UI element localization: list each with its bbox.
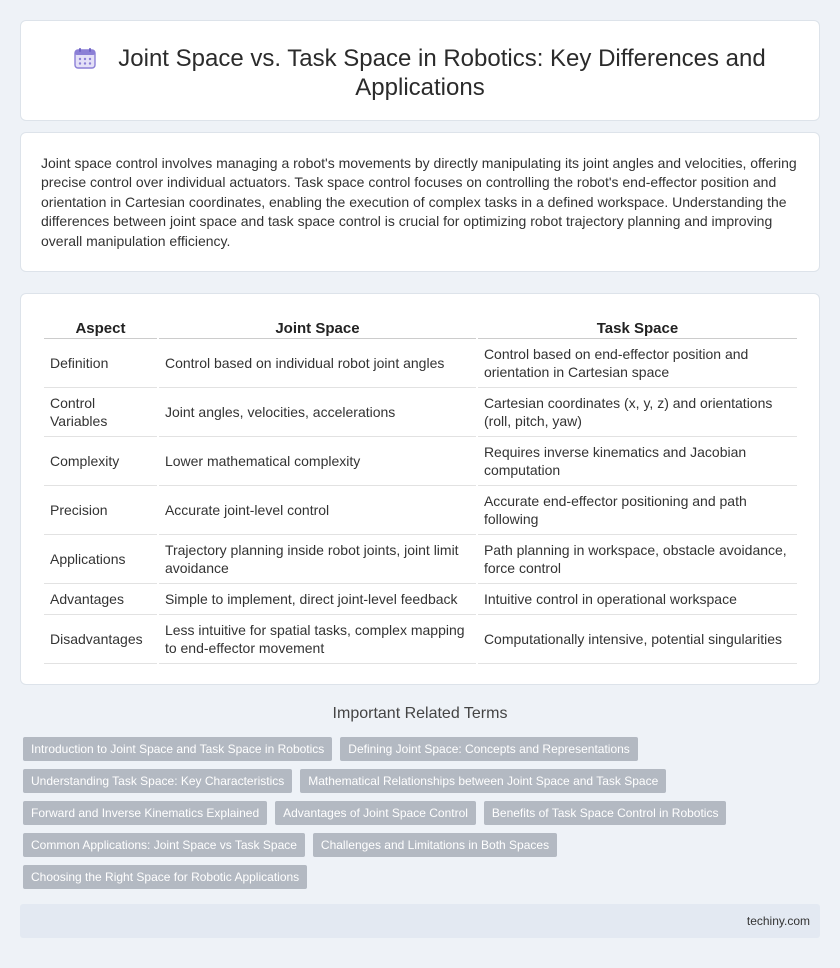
intro-paragraph: Joint space control involves managing a robot's movements by directly manipulating its joint angles and velocities, offering precise control over individual actuators. Task space control focuses on controlling the robot's end-effector position and orientation in Cartesian coordinates, enabling the execution of complex tasks in a defined workspace. Understanding the differences between joint space and task space control is crucial for optimizing robot trajectory planning and improving overall manipulation efficiency.: [41, 155, 797, 249]
cell-task-space: Accurate end-effector positioning and path following: [478, 486, 797, 535]
cell-joint-space: Accurate joint-level control: [159, 486, 476, 535]
tag-row: [23, 833, 823, 857]
cell-task-space: Computationally intensive, potential singularities: [478, 615, 797, 664]
related-term-tag[interactable]: Mathematical Relationships between Joint Space and Task Space: [300, 769, 666, 793]
cell-task-space: Requires inverse kinematics and Jacobian computation: [478, 437, 797, 486]
table-row: [44, 535, 797, 584]
footer-site-link[interactable]: techiny.com: [746, 914, 810, 928]
table-header-row: [44, 314, 797, 339]
related-term-tag[interactable]: Choosing the Right Space for Robotic Applications: [23, 865, 307, 889]
tag-row: [23, 801, 823, 825]
cell-joint-space: Joint angles, velocities, accelerations: [159, 388, 476, 437]
cell-joint-space: Lower mathematical complexity: [159, 437, 476, 486]
related-term-tag[interactable]: Understanding Task Space: Key Characteristics: [23, 769, 292, 793]
cell-aspect: Complexity: [44, 437, 157, 486]
table-row: [44, 437, 797, 486]
tag-row: [23, 737, 823, 761]
related-term-tag[interactable]: Benefits of Task Space Control in Robotics: [484, 801, 727, 825]
tag-row: [23, 769, 823, 793]
cell-joint-space: Trajectory planning inside robot joints, joint limit avoidance: [159, 535, 476, 584]
header-aspect: Aspect: [44, 314, 157, 339]
cell-aspect: Control Variables: [44, 388, 157, 437]
page-title-text: Joint Space vs. Task Space in Robotics: Key Differences and Applications: [118, 45, 766, 101]
cell-task-space: Intuitive control in operational workspace: [478, 584, 797, 615]
related-term-tag[interactable]: Forward and Inverse Kinematics Explained: [23, 801, 267, 825]
calendar-icon: [74, 47, 96, 69]
related-term-tag[interactable]: Challenges and Limitations in Both Spaces: [313, 833, 557, 857]
cell-aspect: Advantages: [44, 584, 157, 615]
cell-aspect: Applications: [44, 535, 157, 584]
cell-aspect: Disadvantages: [44, 615, 157, 664]
related-terms-list: [23, 737, 823, 897]
cell-joint-space: Less intuitive for spatial tasks, complex mapping to end-effector movement: [159, 615, 476, 664]
cell-aspect: Definition: [44, 339, 157, 388]
header-joint-space: Joint Space: [159, 314, 476, 339]
table-row: [44, 584, 797, 615]
table-row: [44, 486, 797, 535]
related-term-tag[interactable]: Advantages of Joint Space Control: [275, 801, 476, 825]
header-card: [20, 20, 820, 121]
cell-joint-space: Simple to implement, direct joint-level feedback: [159, 584, 476, 615]
related-term-tag[interactable]: Common Applications: Joint Space vs Task Space: [23, 833, 305, 857]
table-row: [44, 339, 797, 388]
related-term-tag[interactable]: Defining Joint Space: Concepts and Representations: [340, 737, 638, 761]
comparison-table-card: [20, 293, 820, 685]
footer: [20, 904, 820, 938]
tag-row: [23, 865, 823, 889]
related-term-tag[interactable]: Introduction to Joint Space and Task Space in Robotics: [23, 737, 332, 761]
table-row: [44, 615, 797, 664]
cell-joint-space: Control based on individual robot joint angles: [159, 339, 476, 388]
page-title: [61, 44, 779, 102]
cell-task-space: Path planning in workspace, obstacle avoidance, force control: [478, 535, 797, 584]
cell-task-space: Control based on end-effector position and orientation in Cartesian space: [478, 339, 797, 388]
cell-aspect: Precision: [44, 486, 157, 535]
comparison-table: [42, 314, 799, 664]
header-task-space: Task Space: [478, 314, 797, 339]
intro-card: [20, 132, 820, 272]
cell-task-space: Cartesian coordinates (x, y, z) and orientations (roll, pitch, yaw): [478, 388, 797, 437]
table-row: [44, 388, 797, 437]
related-terms-heading: Important Related Terms: [332, 705, 508, 722]
